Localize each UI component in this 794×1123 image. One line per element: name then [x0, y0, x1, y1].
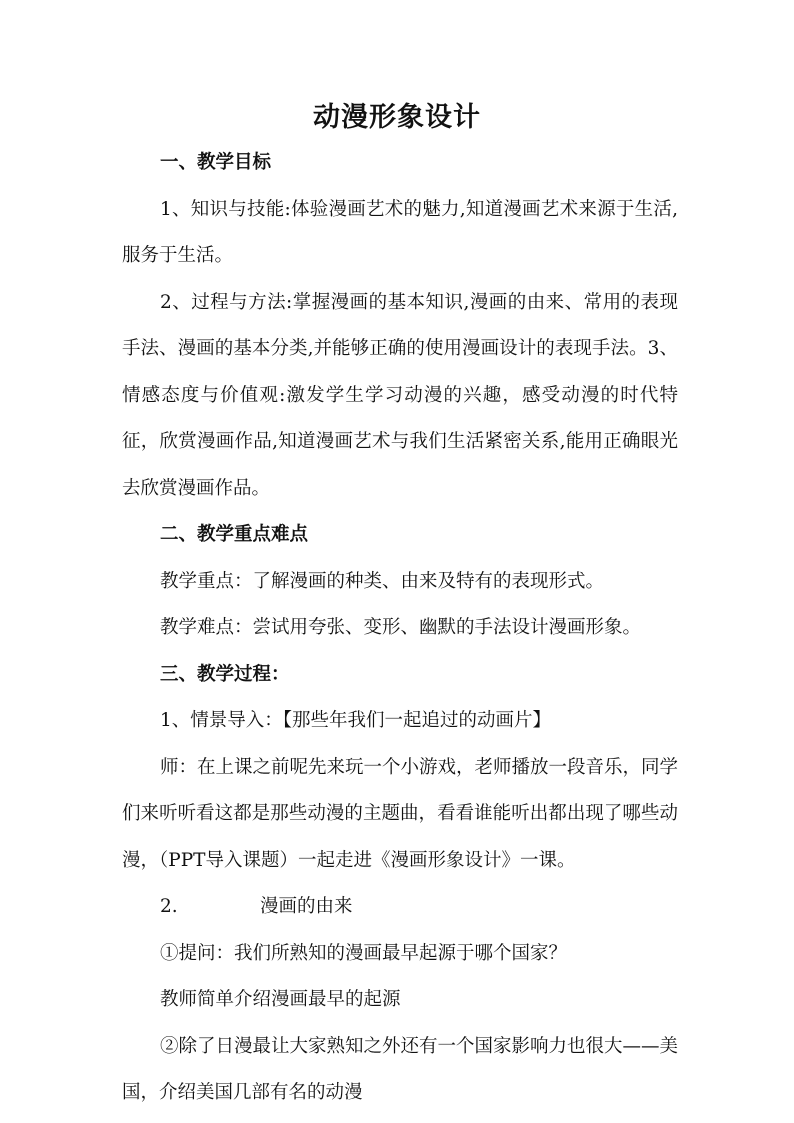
page-title: 动漫形象设计 — [313, 102, 481, 133]
document-body — [122, 140, 678, 1117]
paragraph-teacher-intro: 教师简单介绍漫画最早的起源 — [160, 989, 401, 1010]
step-number: 2. — [160, 896, 178, 917]
paragraph-process-methods: 2、过程与方法:掌握漫画的基本知识,漫画的由来、常用的表现手法、漫画的基本分类,并能够正确的使用漫画设计的表现手法。3、情感态度与价值观:激发学生学习动漫的兴趣，感受动漫的时代特征，欣赏漫画作品,知道漫画艺术与我们生活紧密关系,能用正确眼光去欣赏漫画作品。 — [122, 291, 678, 499]
paragraph-question-america: ②除了日漫最让大家熟知之外还有一个国家影响力也很大——美国，介绍美国几部有名的动漫 — [122, 1035, 679, 1103]
paragraph-question-origin: ①提问：我们所熟知的漫画最早起源于哪个国家？ — [160, 942, 568, 964]
paragraph-teaching-focus: 教学重点：了解漫画的种类、由来及特有的表现形式。 — [160, 570, 605, 592]
step-title: 漫画的由来 — [260, 896, 353, 917]
paragraph-teaching-difficulty: 教学难点：尝试用夸张、变形、幽默的手法设计漫画形象。 — [160, 617, 642, 638]
paragraph-teacher-speech: 师：在上课之前呢先来玩一个小游戏，老师播放一段音乐，同学们来听听看这都是那些动漫的主题曲，看看谁能听出都出现了哪些动漫，（PPT导入课题）一起走进《漫画形象设计》一课。 — [122, 756, 679, 871]
section-heading-goals: 一、教学目标 — [160, 152, 272, 173]
paragraph-step-intro: 1、情景导入：【那些年我们一起追过的动画片】 — [160, 710, 552, 731]
paragraph-knowledge-skills: 1、知识与技能:体验漫画艺术的魅力,知道漫画艺术来源于生活,服务于生活。 — [122, 198, 678, 266]
section-heading-keypoints: 二、教学重点难点 — [160, 524, 309, 545]
paragraph-step-origin — [122, 884, 678, 931]
section-heading-process: 三、教学过程： — [160, 663, 290, 685]
